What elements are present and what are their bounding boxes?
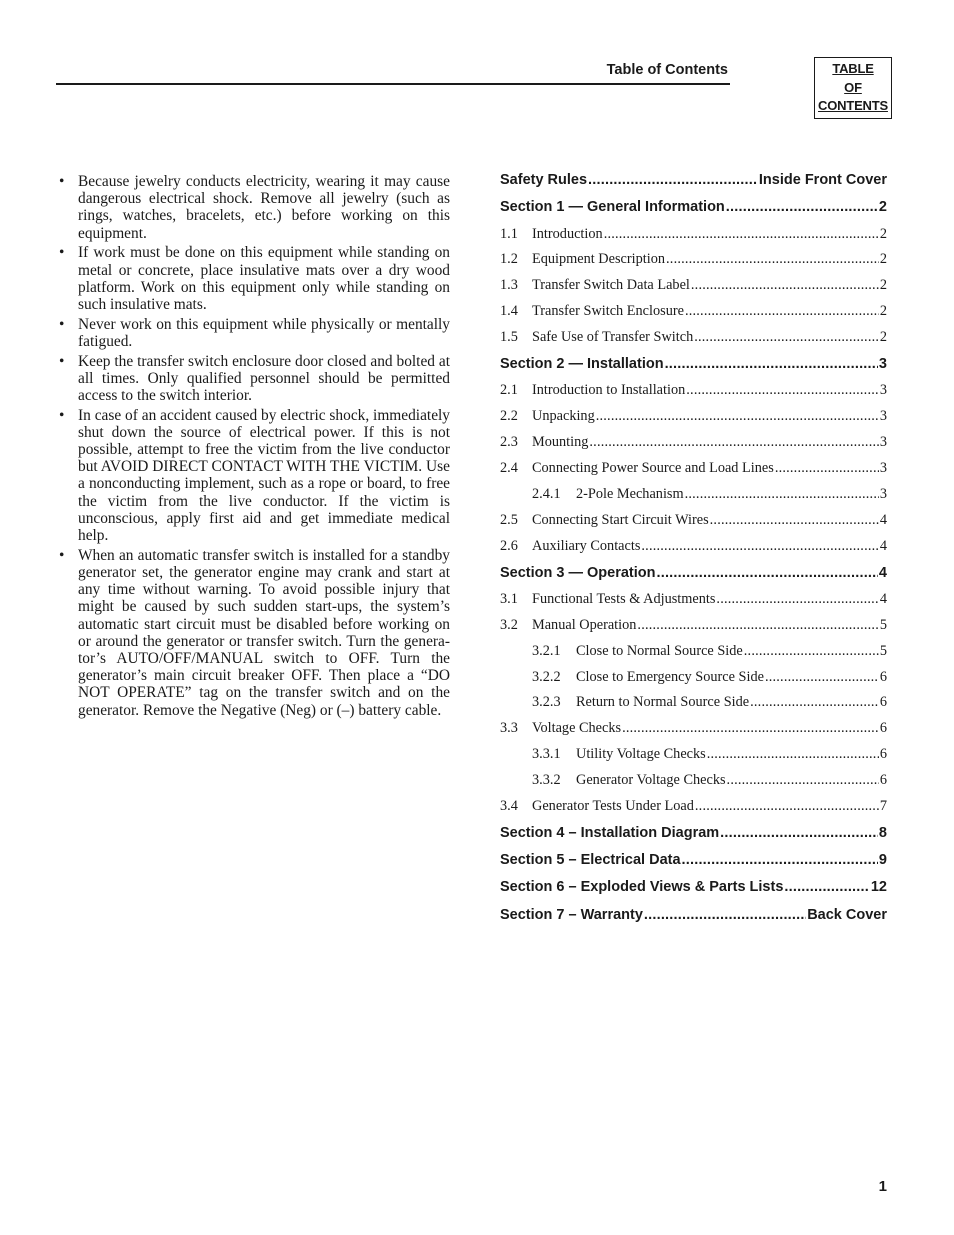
toc-entry-label: Transfer Switch Data Label bbox=[532, 277, 690, 294]
toc-entry bbox=[500, 482, 887, 508]
toc-entry-page: 5 bbox=[879, 616, 887, 633]
toc-entry-label: Section 2 — Installation bbox=[500, 356, 664, 373]
toc-entry-page: 6 bbox=[879, 668, 887, 685]
toc-dot-leader bbox=[685, 299, 879, 325]
toc-entry-number: 2.3 bbox=[500, 434, 518, 451]
toc-entry bbox=[500, 222, 887, 248]
toc-entry-number: 3.2.1 bbox=[532, 642, 561, 659]
bullet-icon: • bbox=[59, 244, 65, 262]
toc-dot-leader bbox=[694, 325, 879, 351]
toc-entry bbox=[500, 273, 887, 299]
tab-line-1: TABLE bbox=[832, 61, 874, 77]
toc-dot-leader bbox=[716, 587, 878, 613]
toc-entry bbox=[500, 351, 887, 378]
toc-dot-leader bbox=[765, 665, 879, 691]
toc-entry bbox=[500, 742, 887, 768]
safety-item-text: Never work on this equipment while physically or mentally fatigued. bbox=[78, 315, 450, 350]
safety-rules-list bbox=[58, 173, 450, 721]
safety-item bbox=[58, 316, 450, 350]
toc-entry bbox=[500, 794, 887, 820]
toc-entry-number: 2.2 bbox=[500, 408, 518, 425]
toc-entry-page: 4 bbox=[879, 511, 887, 528]
toc-entry bbox=[500, 404, 887, 430]
toc-entry-label: Safety Rules bbox=[500, 172, 588, 188]
toc-entry-page: 12 bbox=[870, 879, 887, 896]
toc-dot-leader bbox=[784, 874, 869, 901]
toc-dot-leader bbox=[641, 534, 878, 560]
toc-entry-page: 2 bbox=[879, 329, 887, 346]
safety-item-text: When an automatic transfer switch is installed for a standby generator set, the generator engine may crank and start at any time without warning. To avoid possible injury that might be caused by such sudden start-ups, the system’s automatic start circuit must be disabled before working on or around the generator or transfer switch. Turn the generator’s AUTO/OFF/MANUAL switch to OFF. Turn the generator’s main circuit breaker OFF. Then place a “DO NOT OPERATE” tag on the transfer switch and on the generator. Remove the Negative (Neg) or (–) battery cable. bbox=[78, 546, 450, 719]
toc-entry-label: 2-Pole Mechanism bbox=[576, 485, 684, 502]
toc-entry-number: 3.3.1 bbox=[532, 746, 561, 763]
toc-entry-page: 6 bbox=[879, 720, 887, 737]
toc-entry-number: 2.1 bbox=[500, 382, 518, 399]
toc-entry-label: Introduction bbox=[532, 225, 603, 242]
toc-entry-label: Generator Voltage Checks bbox=[576, 772, 726, 789]
toc-dot-leader bbox=[666, 247, 879, 273]
toc-dot-leader bbox=[637, 613, 878, 639]
toc-entry bbox=[500, 847, 887, 874]
toc-entry-label: Section 6 – Exploded Views & Parts Lists bbox=[500, 879, 784, 896]
bullet-icon: • bbox=[59, 546, 65, 564]
toc-entry-label: Close to Normal Source Side bbox=[576, 642, 743, 659]
toc-entry-page: 2 bbox=[879, 303, 887, 320]
tab-line-3: CONTENTS bbox=[818, 98, 888, 114]
toc-entry bbox=[500, 430, 887, 456]
safety-item-text: In case of an accident caused by electric shock, immediately shut down the source of electrical power. If this is not possible, attempt to free the victim from the live conductor but AVOID DIRECT CONTACT WITH THE VICTIM. Use a nonconducting implement, such as a rope or board, to free the victim from the live conductor. If the victim is unconscious, apply first aid and get immediate medical help. bbox=[78, 406, 450, 545]
toc-entry bbox=[500, 378, 887, 404]
toc-entry-number: 2.4 bbox=[500, 460, 518, 477]
toc-dot-leader bbox=[665, 351, 878, 378]
toc-entry-number: 3.2.2 bbox=[532, 668, 561, 685]
toc-dot-leader bbox=[682, 847, 878, 874]
toc-entry-number: 3.4 bbox=[500, 798, 518, 814]
toc-entry-page: 6 bbox=[879, 746, 887, 763]
toc-dot-leader bbox=[686, 378, 879, 404]
bullet-icon: • bbox=[59, 406, 65, 424]
toc-entry-label: Voltage Checks bbox=[532, 720, 622, 737]
safety-item-text: Keep the transfer switch enclosure door closed and bolted at all times. Only qualified personnel should be permitted access to the switch interior. bbox=[78, 352, 450, 404]
toc-entry bbox=[500, 194, 887, 221]
toc-dot-leader bbox=[596, 404, 879, 430]
page-number: 1 bbox=[878, 1178, 887, 1195]
safety-item bbox=[58, 173, 450, 242]
running-header-title: Table of Contents bbox=[606, 62, 728, 78]
toc-entry-label: Functional Tests & Adjustments bbox=[532, 590, 716, 607]
toc-entry-page: 5 bbox=[879, 642, 887, 659]
toc-entry-label: Close to Emergency Source Side bbox=[576, 668, 764, 685]
toc-entry bbox=[500, 665, 887, 691]
toc-entry-label: Utility Voltage Checks bbox=[576, 746, 706, 763]
toc-dot-leader bbox=[604, 222, 879, 248]
safety-item-text: If work must be done on this equipment while standing on metal or concrete, place insulative mats over a dry wood platform. Work on this equipment only while standing on such insulative mats. bbox=[78, 244, 450, 313]
toc-entry-page: 2 bbox=[879, 225, 887, 242]
toc-entry bbox=[500, 587, 887, 613]
toc-entry-label: Mounting bbox=[532, 434, 589, 451]
toc-entry-number: 1.3 bbox=[500, 277, 518, 294]
toc-entry-label: Introduction to Installation bbox=[532, 382, 686, 399]
toc-entry-number: 3.3 bbox=[500, 720, 518, 737]
toc-entry-number: 1.4 bbox=[500, 303, 518, 320]
toc-entry-page: 3 bbox=[879, 434, 887, 451]
toc-entry-number: 1.5 bbox=[500, 329, 518, 346]
toc-entry-page: 3 bbox=[879, 382, 887, 399]
toc-entry-number: 3.1 bbox=[500, 590, 518, 607]
header-rule bbox=[56, 83, 730, 85]
safety-item bbox=[58, 547, 450, 719]
safety-item bbox=[58, 353, 450, 405]
toc-entry bbox=[500, 820, 887, 847]
toc-entry-label: Return to Normal Source Side bbox=[576, 694, 750, 711]
bullet-icon: • bbox=[59, 352, 65, 370]
toc-entry-label: Section 1 — General Information bbox=[500, 199, 725, 216]
toc-entry-page: 6 bbox=[879, 772, 887, 789]
toc-entry-label: Connecting Start Circuit Wires bbox=[532, 511, 709, 528]
toc-entry-page: 7 bbox=[879, 798, 887, 814]
toc-entry-page: 2 bbox=[879, 277, 887, 294]
toc-entry-number: 3.2.3 bbox=[532, 694, 561, 711]
toc-entry-number: 2.6 bbox=[500, 537, 518, 554]
toc-entry bbox=[500, 874, 887, 901]
toc-dot-leader bbox=[744, 639, 879, 665]
toc-entry bbox=[500, 902, 887, 929]
toc-dot-leader bbox=[726, 194, 878, 221]
toc-entry bbox=[500, 613, 887, 639]
toc-entry-label: Section 4 – Installation Diagram bbox=[500, 824, 720, 841]
toc-entry bbox=[500, 639, 887, 665]
toc-entry bbox=[500, 325, 887, 351]
toc-entry bbox=[500, 247, 887, 273]
toc-entry-label: Equipment Description bbox=[532, 251, 666, 268]
toc-dot-leader bbox=[589, 430, 878, 456]
toc-entry-number: 3.3.2 bbox=[532, 772, 561, 789]
toc-dot-leader bbox=[720, 820, 878, 847]
tab-line-2: OF bbox=[844, 79, 862, 95]
toc-entry-page: 6 bbox=[879, 694, 887, 711]
safety-item-text: Because jewelry conducts electricity, wearing it may cause dangerous electrical shock. Remove all jewelry (such as rings, watches, bracelets, etc.) before working on this equipment. bbox=[78, 173, 450, 242]
toc-dot-leader bbox=[727, 768, 879, 794]
toc-dot-leader bbox=[750, 690, 879, 716]
toc-entry-label: Unpacking bbox=[532, 408, 595, 425]
toc-entry-label: Section 7 – Warranty bbox=[500, 906, 643, 923]
toc-entry-number: 1.2 bbox=[500, 251, 518, 268]
toc-entry-page: 3 bbox=[878, 356, 887, 373]
toc-entry bbox=[500, 508, 887, 534]
toc-dot-leader bbox=[588, 167, 758, 194]
toc-entry-number: 2.5 bbox=[500, 511, 518, 528]
toc-entry-number: 2.4.1 bbox=[532, 485, 561, 502]
toc-entry-label: Section 5 – Electrical Data bbox=[500, 852, 681, 869]
toc-dot-leader bbox=[657, 560, 878, 587]
toc-entry-page: 4 bbox=[879, 537, 887, 554]
toc-entry bbox=[500, 167, 887, 194]
toc-entry-page: 3 bbox=[879, 408, 887, 425]
toc-entry bbox=[500, 768, 887, 794]
toc-entry-label: Safe Use of Transfer Switch bbox=[532, 329, 694, 346]
toc-dot-leader bbox=[685, 482, 879, 508]
toc-entry bbox=[500, 299, 887, 325]
toc-entry-page: 3 bbox=[879, 460, 887, 477]
toc-entry-label: Generator Tests Under Load bbox=[532, 798, 694, 814]
toc-entry bbox=[500, 716, 887, 742]
toc-entry-page: 4 bbox=[878, 564, 887, 581]
toc-dot-leader bbox=[710, 508, 879, 534]
toc-entry-number: 3.2 bbox=[500, 616, 518, 633]
toc-dot-leader bbox=[644, 902, 806, 929]
toc-dot-leader bbox=[695, 794, 879, 820]
toc-dot-leader bbox=[707, 742, 879, 768]
toc-dot-leader bbox=[775, 456, 879, 482]
toc-entry-page: Inside Front Cover bbox=[758, 172, 887, 188]
toc-entry bbox=[500, 560, 887, 587]
toc-entry-page: 2 bbox=[879, 251, 887, 268]
toc-entry-label: Section 3 — Operation bbox=[500, 564, 656, 581]
safety-item bbox=[58, 407, 450, 545]
toc-entry bbox=[500, 690, 887, 716]
safety-item bbox=[58, 244, 450, 313]
toc-entry-label: Connecting Power Source and Load Lines bbox=[532, 460, 774, 477]
toc-entry-page: 2 bbox=[878, 199, 887, 216]
bullet-icon: • bbox=[59, 315, 65, 333]
toc-entry-page: Back Cover bbox=[807, 906, 887, 923]
toc-entry-label: Auxiliary Contacts bbox=[532, 537, 641, 554]
toc-entry bbox=[500, 456, 887, 482]
table-of-contents bbox=[500, 167, 887, 929]
bullet-icon: • bbox=[59, 173, 65, 190]
toc-entry-number: 1.1 bbox=[500, 225, 518, 242]
toc-entry bbox=[500, 534, 887, 560]
toc-entry-page: 8 bbox=[878, 824, 887, 841]
toc-entry-label: Transfer Switch Enclosure bbox=[532, 303, 684, 320]
toc-dot-leader bbox=[622, 716, 879, 742]
toc-entry-page: 3 bbox=[879, 485, 887, 502]
toc-entry-label: Manual Operation bbox=[532, 616, 637, 633]
table-of-contents-tab bbox=[814, 57, 892, 119]
toc-entry-page: 9 bbox=[878, 852, 887, 869]
toc-dot-leader bbox=[691, 273, 879, 299]
toc-entry-page: 4 bbox=[879, 590, 887, 607]
